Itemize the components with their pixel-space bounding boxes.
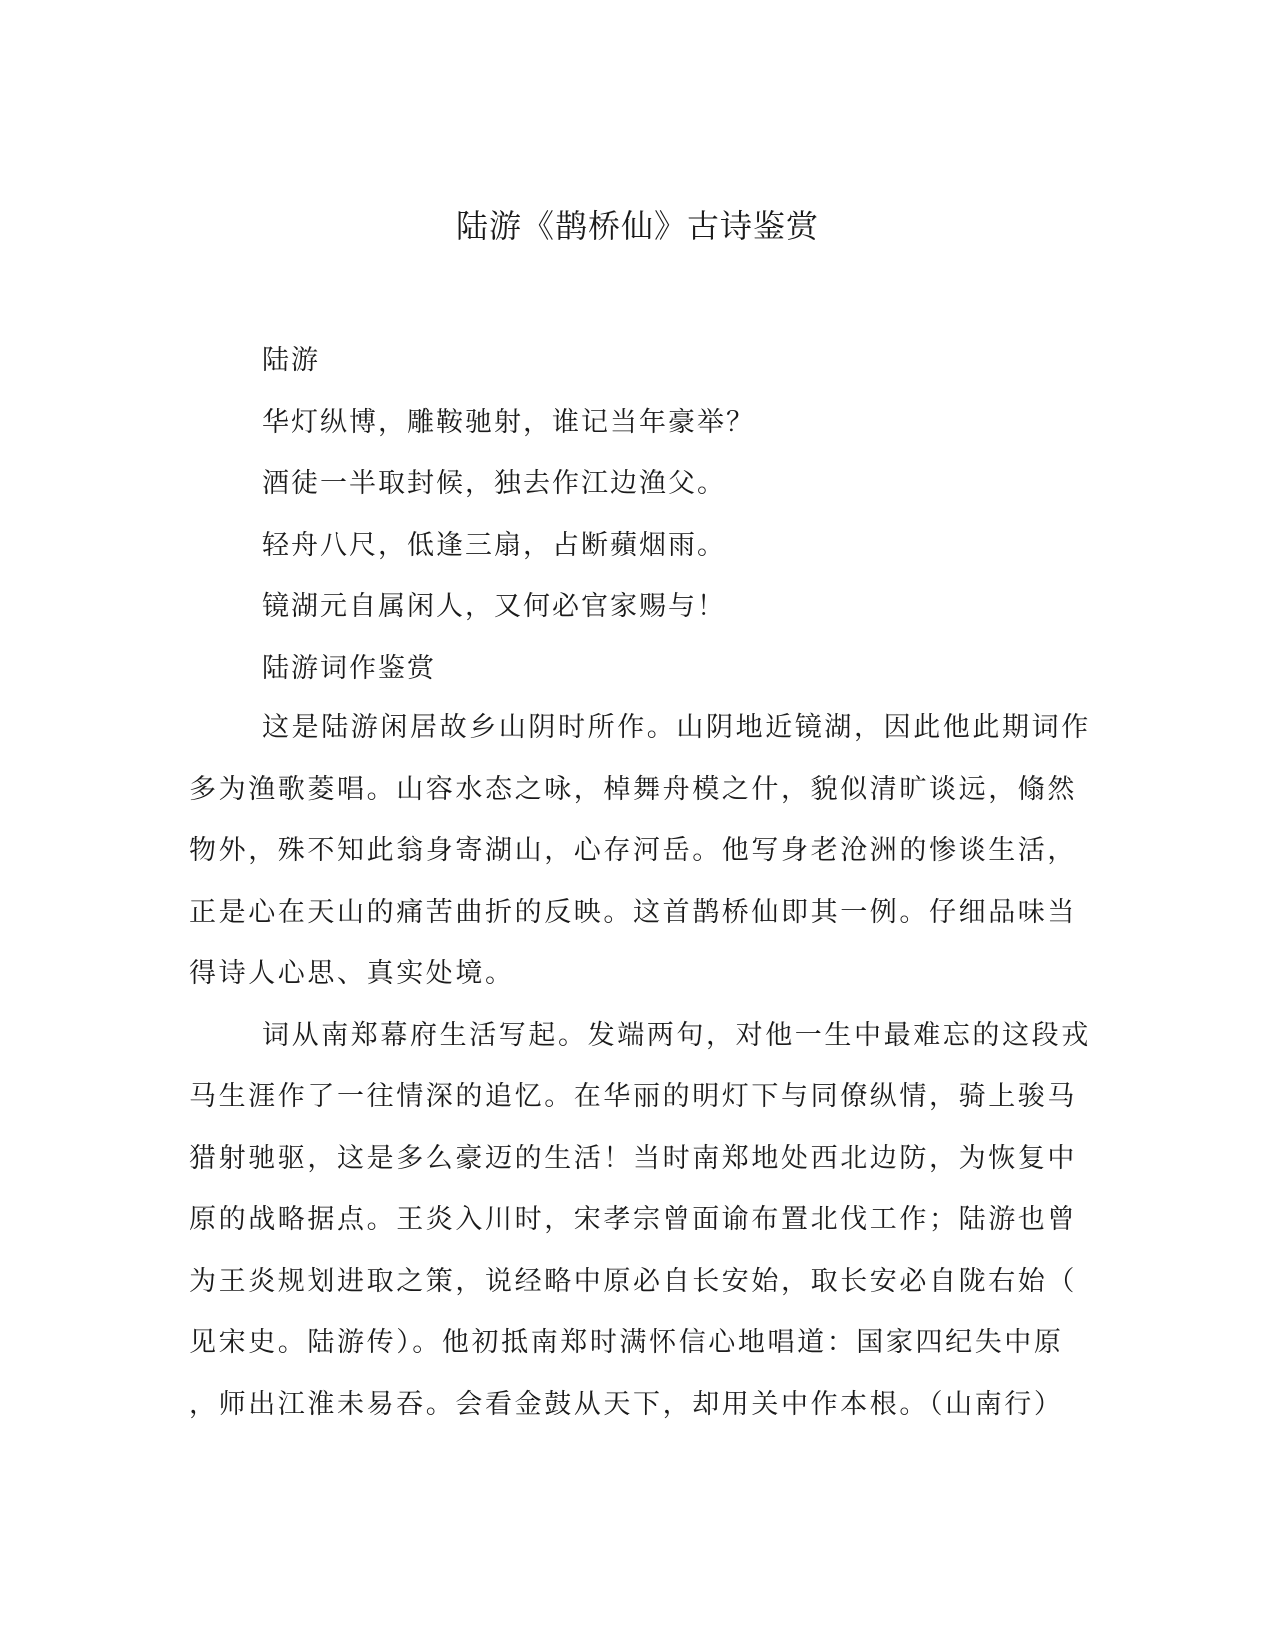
paragraph-line: 正是心在天山的痛苦曲折的反映。这首鹊桥仙即其一例。仔细品味当 bbox=[189, 896, 1077, 928]
paragraph-line: 多为渔歌菱唱。山容水态之咏，棹舞舟模之什，貌似清旷谈远，翛然 bbox=[189, 773, 1077, 805]
poem-line: 酒徒一半取封候，独去作江边渔父。 bbox=[262, 468, 726, 499]
paragraph-line: 词从南郑幕府生活写起。发端两句，对他一生中最难忘的这段戎 bbox=[262, 1019, 1091, 1051]
poem-block bbox=[262, 330, 1082, 699]
paragraph bbox=[189, 1005, 1091, 1436]
paragraph-line: 猎射驰驱，这是多么豪迈的生活！当时南郑地处西北边防，为恢复中 bbox=[189, 1142, 1077, 1174]
paragraph-line: 物外，殊不知此翁身寄湖山，心存河岳。他写身老沧洲的惨谈生活， bbox=[189, 835, 1077, 866]
poem-author: 陆游 bbox=[262, 345, 320, 376]
poem-line: 镜湖元自属闲人，又何必官家赐与！ bbox=[262, 591, 726, 622]
poem-line: 华灯纵博，雕鞍驰射，谁记当年豪举？ bbox=[262, 406, 755, 438]
document-title: 陆游《鹊桥仙》古诗鉴赏 bbox=[455, 207, 819, 245]
paragraph-line: 得诗人心思、真实处境。 bbox=[189, 958, 515, 989]
commentary-body bbox=[189, 697, 1091, 1435]
paragraph-line: 这是陆游闲居故乡山阴时所作。山阴地近镜湖，因此他此期词作 bbox=[262, 712, 1091, 743]
paragraph-line: 为王炎规划进取之策，说经略中原必自长安始，取长安必自陇右始（ bbox=[189, 1265, 1077, 1297]
paragraph bbox=[189, 697, 1091, 1005]
paragraph-line: 见宋史。陆游传）。他初抵南郑时满怀信心地唱道：国家四纪失中原 bbox=[189, 1327, 1064, 1358]
paragraph-line: ，师出江淮未易吞。会看金鼓从天下，却用关中作本根。（山南行） bbox=[189, 1388, 1064, 1420]
poem-line: 轻舟八尺，低逢三扇，占断蘋烟雨。 bbox=[262, 529, 726, 561]
section-heading: 陆游词作鉴赏 bbox=[262, 652, 436, 684]
paragraph-line: 原的战略据点。王炎入川时，宋孝宗曾面谕布置北伐工作；陆游也曾 bbox=[189, 1204, 1077, 1235]
paragraph-line: 马生涯作了一往情深的追忆。在华丽的明灯下与同僚纵情，骑上骏马 bbox=[189, 1081, 1077, 1112]
